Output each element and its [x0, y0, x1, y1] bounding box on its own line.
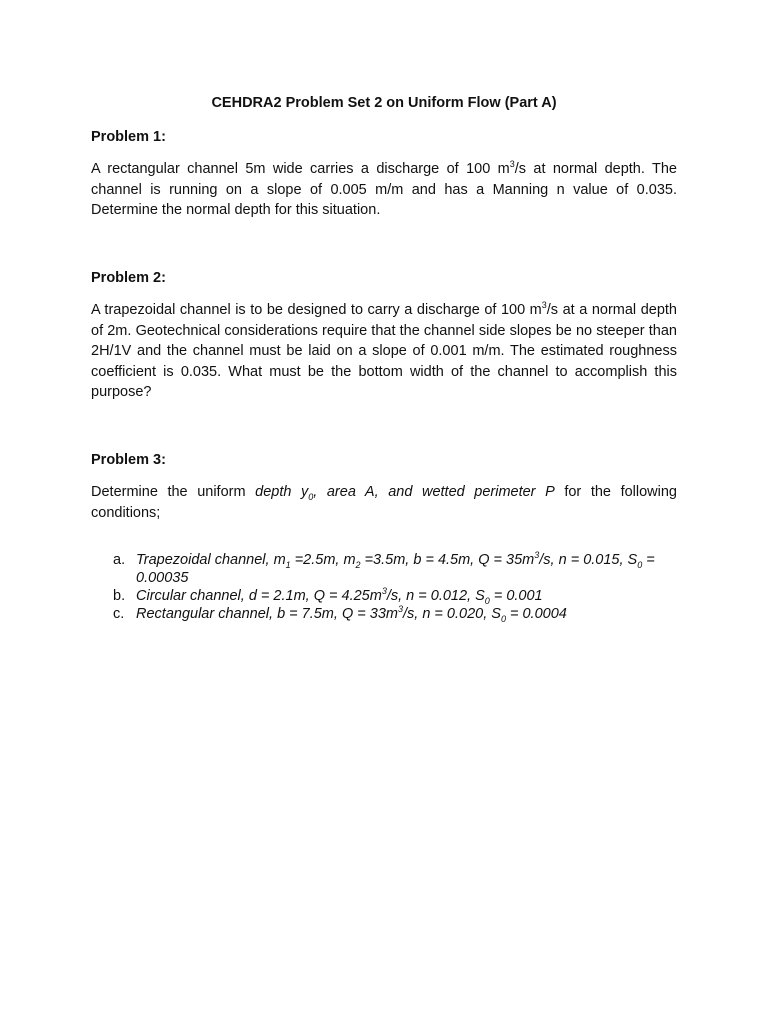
problem-2-heading: Problem 2:: [91, 270, 166, 286]
problem-3-conditions-list: [113, 551, 679, 623]
problem-3-intro-subscript: 0: [308, 491, 314, 502]
problem-1-text-part-b: /s at normal depth. The channel is running on a slope of 0.005 m/m and has a Manning n value of 0.035. Determine the normal depth for this situation.: [91, 161, 677, 218]
list-marker: a.: [113, 552, 126, 568]
item-c-part-2: /s, n = 0.020, S: [402, 606, 501, 622]
list-marker: b.: [113, 588, 126, 604]
list-item-text: [136, 606, 567, 622]
item-a-part-4: /s, n = 0.015, S: [539, 552, 638, 568]
problem-2-text: [91, 300, 677, 403]
problem-1-text: [91, 159, 677, 221]
item-c-part-1: Rectangular channel, b = 7.5m, Q = 33m: [136, 606, 398, 622]
problem-1-text-part-a: A rectangular channel 5m wide carries a discharge of 100 m: [91, 161, 510, 177]
item-b-part-1: Circular channel, d = 2.1m, Q = 4.25m: [136, 588, 382, 604]
list-item-text: [136, 588, 543, 604]
problem-2-superscript: 3: [541, 300, 547, 311]
item-b-part-3: = 0.001: [489, 588, 543, 604]
item-b-part-2: /s, n = 0.012, S: [386, 588, 485, 604]
list-item: [113, 587, 679, 605]
problem-3-heading: Problem 3:: [91, 452, 166, 468]
list-item: [113, 605, 679, 623]
list-marker: c.: [113, 606, 125, 622]
list-item-text: [136, 552, 655, 586]
problem-3-intro: [91, 482, 677, 523]
problem-2-text-part-b: /s at a normal depth of 2m. Geotechnical considerations require that the channel side slopes be no steeper than 2H/1V and the channel must be laid on a slope of 0.001 m/m. The estimated roughness coefficient is 0.035. What must be the bottom width of the channel to accomplish this purpose?: [91, 302, 677, 400]
problem-1-heading: Problem 1:: [91, 129, 166, 145]
problem-1-superscript: 3: [509, 159, 515, 170]
item-c-sub-1: 0: [500, 613, 506, 624]
item-c-sup: 3: [397, 604, 403, 615]
item-a-part-2: =2.5m, m: [290, 552, 356, 568]
problem-3-intro-italic-b: , area A, and wetted perimeter P: [313, 484, 555, 500]
problem-3-intro-part-a: Determine the uniform: [91, 484, 256, 500]
item-a-sup: 3: [534, 550, 540, 561]
item-b-sub-1: 0: [484, 595, 490, 606]
item-a-sub-3: 0: [637, 559, 643, 570]
document-title: CEHDRA2 Problem Set 2 on Uniform Flow (Part A): [211, 95, 557, 111]
item-a-part-1: Trapezoidal channel, m: [136, 552, 286, 568]
list-item: [113, 551, 679, 587]
problem-3-intro-part-b: for the following conditions;: [91, 484, 677, 521]
item-a-sub-1: 1: [285, 559, 291, 570]
item-a-sub-2: 2: [355, 559, 361, 570]
problem-3-intro-italic-a: depth y: [255, 484, 309, 500]
item-b-sup: 3: [381, 586, 387, 597]
item-c-part-3: = 0.0004: [505, 606, 567, 622]
problem-2-text-part-a: A trapezoidal channel is to be designed to carry a discharge of 100 m: [91, 302, 542, 318]
item-a-part-3: =3.5m, b = 4.5m, Q = 35m: [360, 552, 535, 568]
item-a-part-5: = 0.00035: [136, 552, 655, 586]
